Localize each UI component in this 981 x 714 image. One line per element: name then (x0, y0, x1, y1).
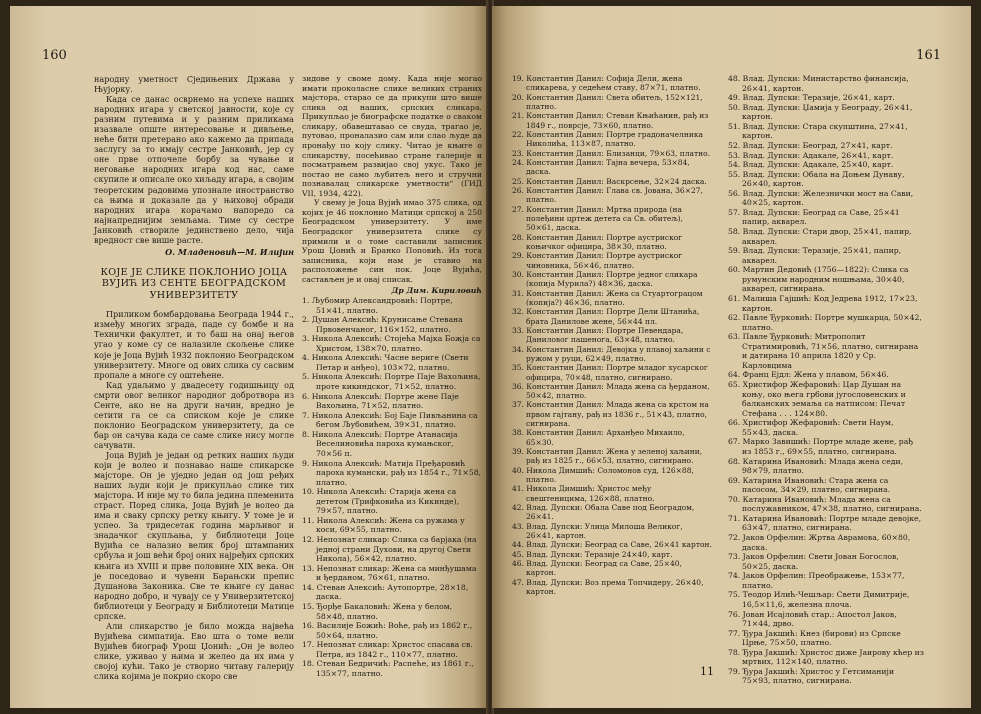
paragraph: Кад удаљимо у двадесету годишњицу од смрти овог великог народног добротвора из Сенте, ако не на други начин, вредно је сетити га се са списком које је слике поклонио Београдском универзитету, да се бар он сачува када се саме слике нису могле сачувати. (94, 379, 294, 450)
signature-mark: 11 (700, 665, 714, 678)
list-item: 73. Јаков Орфелин: Свети Јован Богослов, 50×25, даска. (728, 552, 899, 571)
list-item: 22. Константин Данил: Портре градоначелника Николића, 113×87, платно. (512, 129, 703, 149)
list-item: 47. Влад. Дупски: Воз према Топчидеру, 26×40, картон. (512, 577, 704, 597)
list-item: 11. Никола Алексић: Жена са ружама у коси, 69×55, платно. (302, 515, 465, 535)
page-number-left: 160 (42, 48, 67, 63)
list-item: 20. Константин Данил: Света обитељ, 152×121, платно. (512, 92, 703, 111)
list-item: 46. Влад. Дупски: Београд са Саве, 25×40, картон. (512, 559, 682, 578)
list-item: 3. Никола Алексић: Стојећа Мајка Божја са Христом, 138×70, платно. (302, 334, 481, 353)
list-item: 65. Христифор Жефаровић: Цар Душан на коњу, око њега грбови југословенских и балканских земаља са натписом: Печат Стефана . . . 124×80. (728, 380, 906, 418)
list-item: 23. Константин Данил: Близанци, 79×63, платно. (512, 148, 711, 158)
list-item: 56. Влад. Дупски: Железнички мост на Сави, 40×25, картон. (728, 188, 914, 208)
right-page (492, 6, 971, 708)
paragraph: зидове у своме дому. Када није могао имати проколасне слике великих страних мајстора, старао се да прикупи што више слика од наших, српских сликара. Прикупљао је биографске податке о сваком сликару, обавештавао се свуда, трагао је, путовао, проналазио сам или слао људе да пронађу по коју слику. Читао је књиге о сликарству, посећивао стране галерије и посматрањем развијао свој укус. Тако је постао не само љубитељ него и стручни познавалац сликарске уметности“ (ГИД VII, 1934, 422). (302, 74, 482, 198)
right-column-2 (728, 74, 924, 686)
left-column-1 (94, 74, 294, 681)
list-item: 8. Никола Алексић: Портре Атанасија Веселиновића пароха кумањског, 70×56 п. (302, 429, 458, 458)
paragraph: Али сликарство је било можда највећа Вујићева симпатија. Ево шта о томе вели Вујићев биограф Урош Џонић: „Он је волео слике, уживао у њима и желео да их има у својој кући. Тако је створио читаву галерију слика којима је покрио скоро све (94, 620, 294, 682)
list-item: 50. Влад. Дупски: Џамија у Београду, 26×41, картон. (728, 102, 913, 122)
list-item: 77. Ђура Јакшић: Кнез (бирови) из Српске Црње, 75×50, платно. (728, 628, 901, 648)
list-item: 12. Непознат сликар: Слика са барјака (на једној страни Духови, на другој Свети Никола), 56×42, платно. (302, 535, 477, 564)
list-item: 48. Влад. Дупски: Министарство финансија, 26×41, картон. (728, 74, 909, 93)
list-item: 18. Стеван Бедричић: Распеће, из 1861 г., 135×77, платно. (302, 659, 474, 678)
list-item: 74. Јаков Орфелин: Преображење, 153×77, платно. (728, 571, 905, 590)
list-item: 13. Непознат сликар: Жена са минђушама и ђерданом, 76×61, платно. (302, 563, 477, 583)
list-item: 5. Никола Алексић: Портре Паје Вахољина, проте кикиндског, 71×52, платно. (302, 372, 481, 391)
list-item: 32. Константин Данил: Портре Дели Штанића, брата Данилове жене, 56×44 пл. (512, 307, 700, 326)
signature: О. Младеновић—М. Илијин (165, 246, 294, 257)
paragraph: У свему је Јоца Вујић имао 375 слика, од којих је 46 поклонио Матици српској а 250 Београдском универзитету. У име Београдског универзитета слике су примили и о томе саставили записник Урош Џонић и Бранко Поповић. Из тога записника, који нам је ставио на расположење син пок. Јоце Вујића, састављен је и овај списак. (302, 198, 482, 284)
list-item: 53. Влад. Дупски: Адакале, 26×41, карт. (728, 150, 894, 160)
list-item: 4. Никола Алексић: Часне вериге (Свети Петар и анђео), 103×72, платно. (302, 353, 469, 372)
left-page (10, 6, 488, 708)
list-item: 55. Влад. Дупски: Обала на Доњем Дунаву, 26×40, картон. (728, 169, 905, 189)
list-item: 51. Влад. Дупски: Стара скупштина, 27×41, картон. (728, 121, 908, 141)
list-item: 59. Влад. Дупски: Теразије, 25×41, папир, акварел. (728, 246, 902, 265)
list-item: 44. Влад. Дупски: Београд са Саве, 26×41 картон. (512, 540, 712, 550)
list-item: 60. Мартин Дедовић (1756—1822): Слика са румунским народним ношњама, 30×40, акварел, сигнирана. (728, 265, 909, 294)
page-number-right: 161 (916, 48, 941, 63)
list-item: 15. Ђорђе Бакаловић: Жена у белом, 58×48, платно. (302, 601, 453, 621)
list-item: 31. Константин Данил: Жена са Стуартограцом (копија?) 46×36, платно. (512, 288, 703, 307)
list-item: 40. Никола Димшић: Соломонов суд, 126×88, платно. (512, 465, 694, 485)
list-item: 62. Павле Ђурковић: Портре мушкарца, 50×42, платно. (728, 313, 922, 332)
list-item: 29. Константин Данил: Портре аустриског чиновника, 56×46, платно. (512, 251, 683, 270)
list-item: 64. Франц Ејдл: Жена у плавом, 56×46. (728, 370, 889, 380)
list-item: 49. Влад. Дупски: Теразије, 26×41, карт. (728, 93, 895, 103)
list-item: 42. Влад. Дупски: Обала Саве под Београдом, 26×41. (512, 503, 695, 522)
list-item: 27. Константин Данил: Мртва природа (на полеђини цртеж детета са Св. обитељ), 50×61, даска. (512, 204, 683, 233)
list-item: 37. Константин Данил: Млада жена са крстом на првом гајтану, рађ из 1836 г., 51×43, платно, сигнирана. (512, 400, 709, 429)
list-item: 1. Љубомир Александровић: Портре, 51×41, платно. (302, 295, 453, 315)
list-item: 58. Влад. Дупски: Стари двор, 25×41, папир, акварел. (728, 227, 912, 246)
list-item: 25. Константин Данил: Васкрсење, 32×24 даска. (512, 176, 707, 186)
list-item: 19. Константин Данил: Софија Дели, жена сликарева, у седећем ставу, 87×71, платно. (512, 74, 701, 93)
list-item: 71. Катарина Ивановић: Портре младе девојке, 63×47, платно, сигнирана. (728, 513, 922, 533)
left-column-2 (302, 74, 482, 678)
article-title: КОЈЕ ЈЕ СЛИКЕ ПОКЛОНИО ЈОЦА ВУЈИЋ ИЗ СЕНТЕ БЕОГРАДСКОМ УНИВЕРЗИТЕТУ (100, 266, 288, 301)
list-item: 38. Константин Данил: Арханђео Михаило, 65×30. (512, 428, 685, 447)
list-item: 36. Константин Данил: Млада жена са ђерданом, 50×42, платно. (512, 381, 710, 401)
list-item: 75. Теодор Илић-Чешљар: Свети Димитрије, 16,5×11,6, железна плоча. (728, 590, 910, 609)
list-item: 76. Јован Исајловић стар.: Апостол Јаков, 71×44, дрво. (728, 609, 897, 629)
list-item: 34. Константин Данил: Девојка у плавој хаљини с ружом у руци, 62×49, платно. (512, 344, 711, 363)
paragraph: Када се данас осврнемо на успехе наших народних игара у светској јавности, које су разним путевима и у разним приликама изазвале опште интересовање и дивљење, неће бити претерано ако кажемо да припада заслугу за то имају сестре Јанковић, јер су оне прве отпочеле борбу за чување и неговање народних игара код нас, саме скупиле и описале око хиљаду игара, а својим теоретским радовима упознале иностранство са њима и доказале да у њиховој обради народних игара корачамо напоредо са најнапреднијим земљама. Тиме су сестре Јанковић створиле јединствено дело, чија вредност све више расте. (94, 94, 294, 245)
list-item: 6. Никола Алексић: Портре жене Паје Вахољина, 71×52, платно. (302, 391, 459, 411)
list-item: 39. Константин Данил: Жена у зеленој хаљини, рађ из 1825 г., 66×53, платно, сигнирано. (512, 447, 703, 466)
painting-list (302, 296, 482, 679)
list-item: 9. Никола Алексић: Матија Пређаровић пароха кумански, рађ из 1854 г., 71×58, платно. (302, 458, 482, 487)
list-item: 57. Влад. Дупски: Београд са Саве, 25×41 папир, акварел. (728, 207, 900, 227)
list-item: 16. Василије Божић: Воће, рађ из 1862 г., 50×64, платно. (302, 621, 473, 640)
list-item: 14. Стеван Алексић: Аутопортре, 28×18, даска. (302, 582, 469, 602)
list-item: 45. Влад. Дупски: Теразије 24×40, карт. (512, 549, 673, 559)
paragraph: Приликом бомбардовања Београда 1944 г., између многих зграда, паде су бомбе и на Технички факултет, и то баш на онај његов угао у коме су се налазиле скољење слике које је Јоца Вујић 1932 поклонио Београдском универзитету. Многе од ових слика су сасвим пропале а многе су оштећене. (94, 309, 294, 380)
list-item: 28. Константин Данил: Портре аустриског коњичког официра, 38×30, платно. (512, 232, 683, 251)
list-item: 10. Никола Алексић: Старија жена са дететом (Трифковића из Кикинде), 79×57, платно. (302, 487, 460, 516)
list-item: 7. Никола Алексић: Бој Баје Пивљанина са бегом Љубовићем, 39×31, платно. (302, 410, 478, 430)
list-item: 79. Ђура Јакшић: Христос у Гетсиманији 75×93, платно, сигнирана. (728, 666, 895, 686)
list-item: 66. Христифор Жефаровић: Свети Наум, 55×43, даска. (728, 418, 894, 437)
paragraph: народну уметност Сједињених Држава у Њујорку. (94, 74, 294, 95)
list-item: 69. Катарина Ивановић: Стара жена са пасосом, 34×29, платно, сигнирана. (728, 475, 891, 495)
list-item: 35. Константин Данил: Портре младог хусарског официра, 70×48, платно, сигнирано. (512, 363, 708, 382)
list-item: 30. Константин Данил: Портре једног сликара (копија Мурила?) 48×36, даска. (512, 269, 698, 289)
list-item: 67. Марко Завишић: Портре младе жене, рађ из 1853 г., 69×55, платно, сигнирана. (728, 437, 914, 456)
list-item: 72. Јаков Орфелин: Жртва Аврамова, 60×80, даска. (728, 533, 911, 552)
list-item: 63. Павле Ђурковић: Митрополит Стратимировић, 71×56, платно, сигнирана и датирана 10 априла 1820 у Ср. Карловцима (728, 332, 919, 370)
list-item: 61. Малиша Гајшић: Код Једрева 1912, 17×23, картон. (728, 293, 918, 313)
list-item: 33. Константин Данил: Портре Певендара, Даниловог пашенога, 63×48, платно. (512, 325, 684, 345)
list-item: 68. Катарина Ивановић: Млада жена седи, 98×79, платно. (728, 456, 904, 476)
painting-list (512, 74, 712, 596)
painting-list (728, 74, 924, 686)
paragraph: Јоца Вујић је један од ретких наших људи који је волео и познавао наше сликарске мајсторе. Он је уједно један од још ређих наших људи који је прикупљао слике тих мајстора. И није му то била једина племенита страст. Поред слика, Јоца Вујић је волео да има и сваку српску ретку књигу. У томе је и успео. За тридесетак година марљивог и знадачког скупљања, у библиотеци Јоце Вујића се налазио велик број штампаних србуља и још већи број оних најређих српских књига из XVIII и прве половине XIX века. Он је поседовао и чувени Барањски препис Душанова Законика. Све те књиге су данас народно добро, и чувају се у Универзитетској библиотеци у Београду и Библиотеци Матице српске. (94, 450, 294, 621)
list-item: 21. Константин Данил: Стеван Књићанин, рађ из 1849 г., поврсје, 73×60, платно. (512, 111, 709, 130)
list-item: 17. Непознат сликар: Христос спасава св. Петра, из 1842 г., 110×77, платно. (302, 640, 473, 659)
list-item: 24. Константин Данил: Тајна вечера, 53×84, даска. (512, 157, 690, 177)
list-item: 2. Душан Алексић: Крунисање Стевана Првовенчаног, 116×152, платно. (302, 315, 463, 334)
list-item: 41. Никола Димшић: Христос међу свештеницима, 126×88, платно. (512, 484, 655, 503)
list-item: 54. Влад. Дупски: Адакале, 25×40, карт. (728, 160, 894, 170)
list-item: 52. Влад. Дупски: Београд, 27×41, карт. (728, 140, 893, 150)
list-item: 26. Константин Данил: Глава св. Јована, 36×27, платно. (512, 185, 703, 205)
list-item: 78. Ђура Јакшић: Христос диже Јаирову кћер из мртвих, 112×140, платно. (728, 647, 925, 667)
list-item: 70. Катарина Ивановић: Млада жена са послужавником, 47×38, платно, сигнирана. (728, 494, 922, 514)
right-column-1 (512, 74, 712, 596)
signature: Др Дим. Кириловић (391, 286, 482, 296)
list-item: 43. Влад. Дупски: Улица Милоша Великог, 26×41, картон. (512, 521, 683, 541)
